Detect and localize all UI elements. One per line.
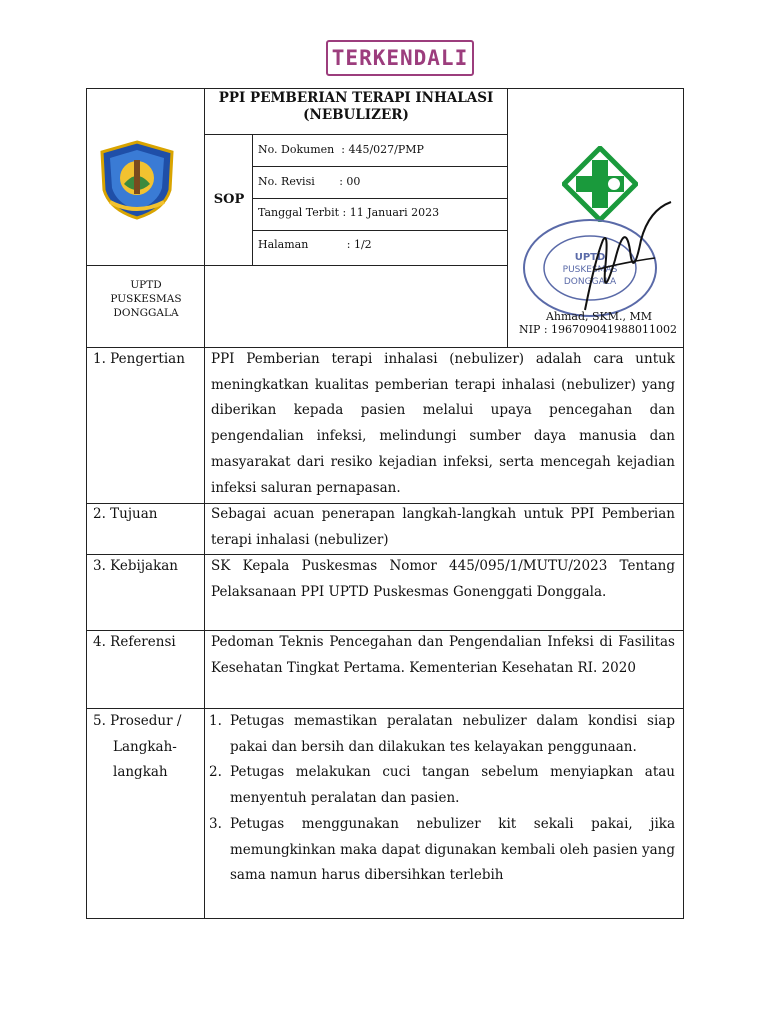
terkendali-stamp: TERKENDALI <box>326 40 474 76</box>
list-item: 2. Petugas melakukan cuci tangan sebelum menyiapkan atau menyentuh peralatan dan pasien. <box>209 764 675 807</box>
section-label-pengertian: 1. Pengertian <box>93 351 185 367</box>
section-text-kebijakan: SK Kepala Puskesmas Nomor 445/095/1/MUTU/2023 Tentang Pelaksanaan PPI UPTD Puskesmas Gonenggati Donggala. <box>211 558 675 600</box>
section-label-tujuan: 2. Tujuan <box>93 506 158 522</box>
list-item: 1. Petugas memastikan peralatan nebulizer dalam kondisi siap pakai dan bersih dan dilakukan tes kelayakan penggunaan. <box>209 713 675 755</box>
section-text-tujuan: Sebagai acuan penerapan langkah-langkah untuk PPI Pemberian terapi inhalasi (nebulizer) <box>211 506 675 548</box>
page-number: Halaman : 1/2 <box>258 238 372 251</box>
svg-text:DONGGALA: DONGGALA <box>563 277 617 287</box>
svg-text:UPTD: UPTD <box>574 252 606 263</box>
sop-label: SOP <box>213 192 245 207</box>
list-item: 3. Petugas menggunakan nebulizer kit sekali pakai, jika memungkinkan maka dapat digunakan kembali oleh pasien yang sama namun harus dibersihkan terlebih <box>209 815 675 884</box>
doc-number: No. Dokumen : 445/027/PMP <box>258 143 424 156</box>
section-label-referensi: 4. Referensi <box>93 634 176 650</box>
procedure-steps <box>209 709 675 889</box>
section-text-referensi: Pedoman Teknis Pencegahan dan Pengendalian Infeksi di Fasilitas Kesehatan Tingkat Pertama. Kementerian Kesehatan RI. 2020 <box>211 634 675 676</box>
issue-date: Tanggal Terbit : 11 Januari 2023 <box>258 206 440 219</box>
revision-number: No. Revisi : 00 <box>258 175 361 188</box>
organization-name: UPTD PUSKESMAS DONGGALA <box>110 279 182 319</box>
section-label-prosedur: 5. Prosedur / Langkah- langkah <box>93 713 182 781</box>
section-label-kebijakan: 3. Kebijakan <box>93 558 179 574</box>
section-text-pengertian: PPI Pemberian terapi inhalasi (nebulizer) adalah cara untuk meningkatkan kualitas pemberian terapi inhalasi (nebulizer) yang diberikan kepada pasien melalui upaya pencegahan dan pengendalian infeksi, melindungi sumber daya manusia dan masyarakat dari resiko kejadian infeksi, serta mencegah kejadian infeksi saluran pernapasan. <box>211 351 675 496</box>
signer-name: Ahmad, SKM., MM <box>545 310 653 323</box>
signature-icon <box>575 200 675 320</box>
svg-text:PUSKESMAS: PUSKESMAS <box>562 265 618 275</box>
signer-nip: NIP : 196709041988011002 <box>518 323 678 336</box>
donggala-logo-icon <box>100 140 174 220</box>
document-title: PPI PEMBERIAN TERAPI INHALASI (NEBULIZER) <box>218 90 494 123</box>
